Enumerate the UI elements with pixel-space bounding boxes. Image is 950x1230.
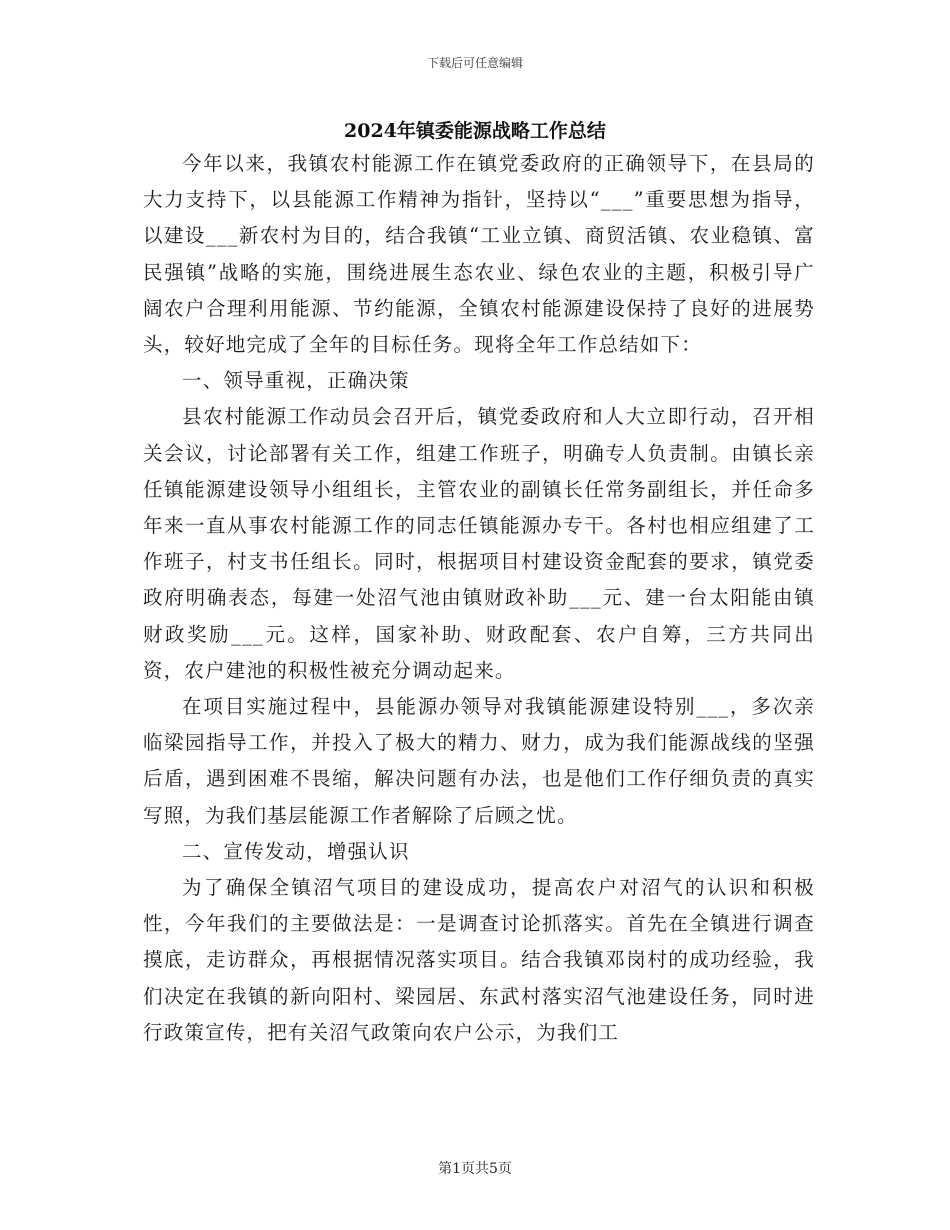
- document-body: [143, 146, 815, 1051]
- document-title: 2024年镇委能源战略工作总结: [344, 120, 606, 142]
- header-note: 下载后可任意编辑: [426, 56, 523, 70]
- paragraph-implementation: 在项目实施过程中，县能源办领导对我镇能源建设特别___，多次亲临梁园指导工作，并投入了极大的精力、财力，成为我们能源战线的坚强后盾，遇到困难不畏缩，解决问题有办法，也是他们工作仔细负责的真实写照，为我们基层能源工作者解除了后顾之忧。: [143, 695, 815, 827]
- section-heading-1: 一、领导重视，正确决策: [182, 369, 410, 393]
- paragraph-intro: 今年以来，我镇农村能源工作在镇党委政府的正确领导下，在县局的大力支持下，以县能源工作精神为指针，坚持以“___”重要思想为指导，以建设___新农村为目的，结合我镇“工业立镇、商贸活镇、农业稳镇、富民强镇”战略的实施，围绕进展生态农业、绿色农业的主题，积极引导广阔农户合理利用能源、节约能源，全镇农村能源建设保持了良好的进展势头，较好地完成了全年的目标任务。现将全年工作总结如下：: [143, 152, 815, 357]
- section-heading-2: 二、宣传发动，增强认识: [182, 839, 410, 863]
- paragraph-leadership: 县农村能源工作动员会召开后，镇党委政府和人大立即行动，召开相关会议，讨论部署有关工作，组建工作班子，明确专人负责制。由镇长亲任镇能源建设领导小组组长，主管农业的副镇长任常务副组长，并任命多年来一直从事农村能源工作的同志任镇能源办专干。各村也相应组建了工作班子，村支书任组长。同时，根据项目村建设资金配套的要求，镇党委政府明确表态，每建一处沼气池由镇财政补助___元、建一台太阳能由镇财政奖励___元。这样，国家补助、财政配套、农户自筹，三方共同出资，农户建池的积极性被充分调动起来。: [143, 405, 815, 682]
- page-number: 第1页共5页: [438, 1161, 512, 1177]
- paragraph-publicity: 为了确保全镇沼气项目的建设成功，提高农户对沼气的认识和积极性，今年我们的主要做法是：一是调查讨论抓落实。首先在全镇进行调查摸底，走访群众，再根据情况落实项目。结合我镇邓岗村的成功经验，我们决定在我镇的新向阳村、梁园居、东武村落实沼气池建设任务，同时进行政策宣传，把有关沼气政策向农户公示，为我们工: [143, 876, 815, 1044]
